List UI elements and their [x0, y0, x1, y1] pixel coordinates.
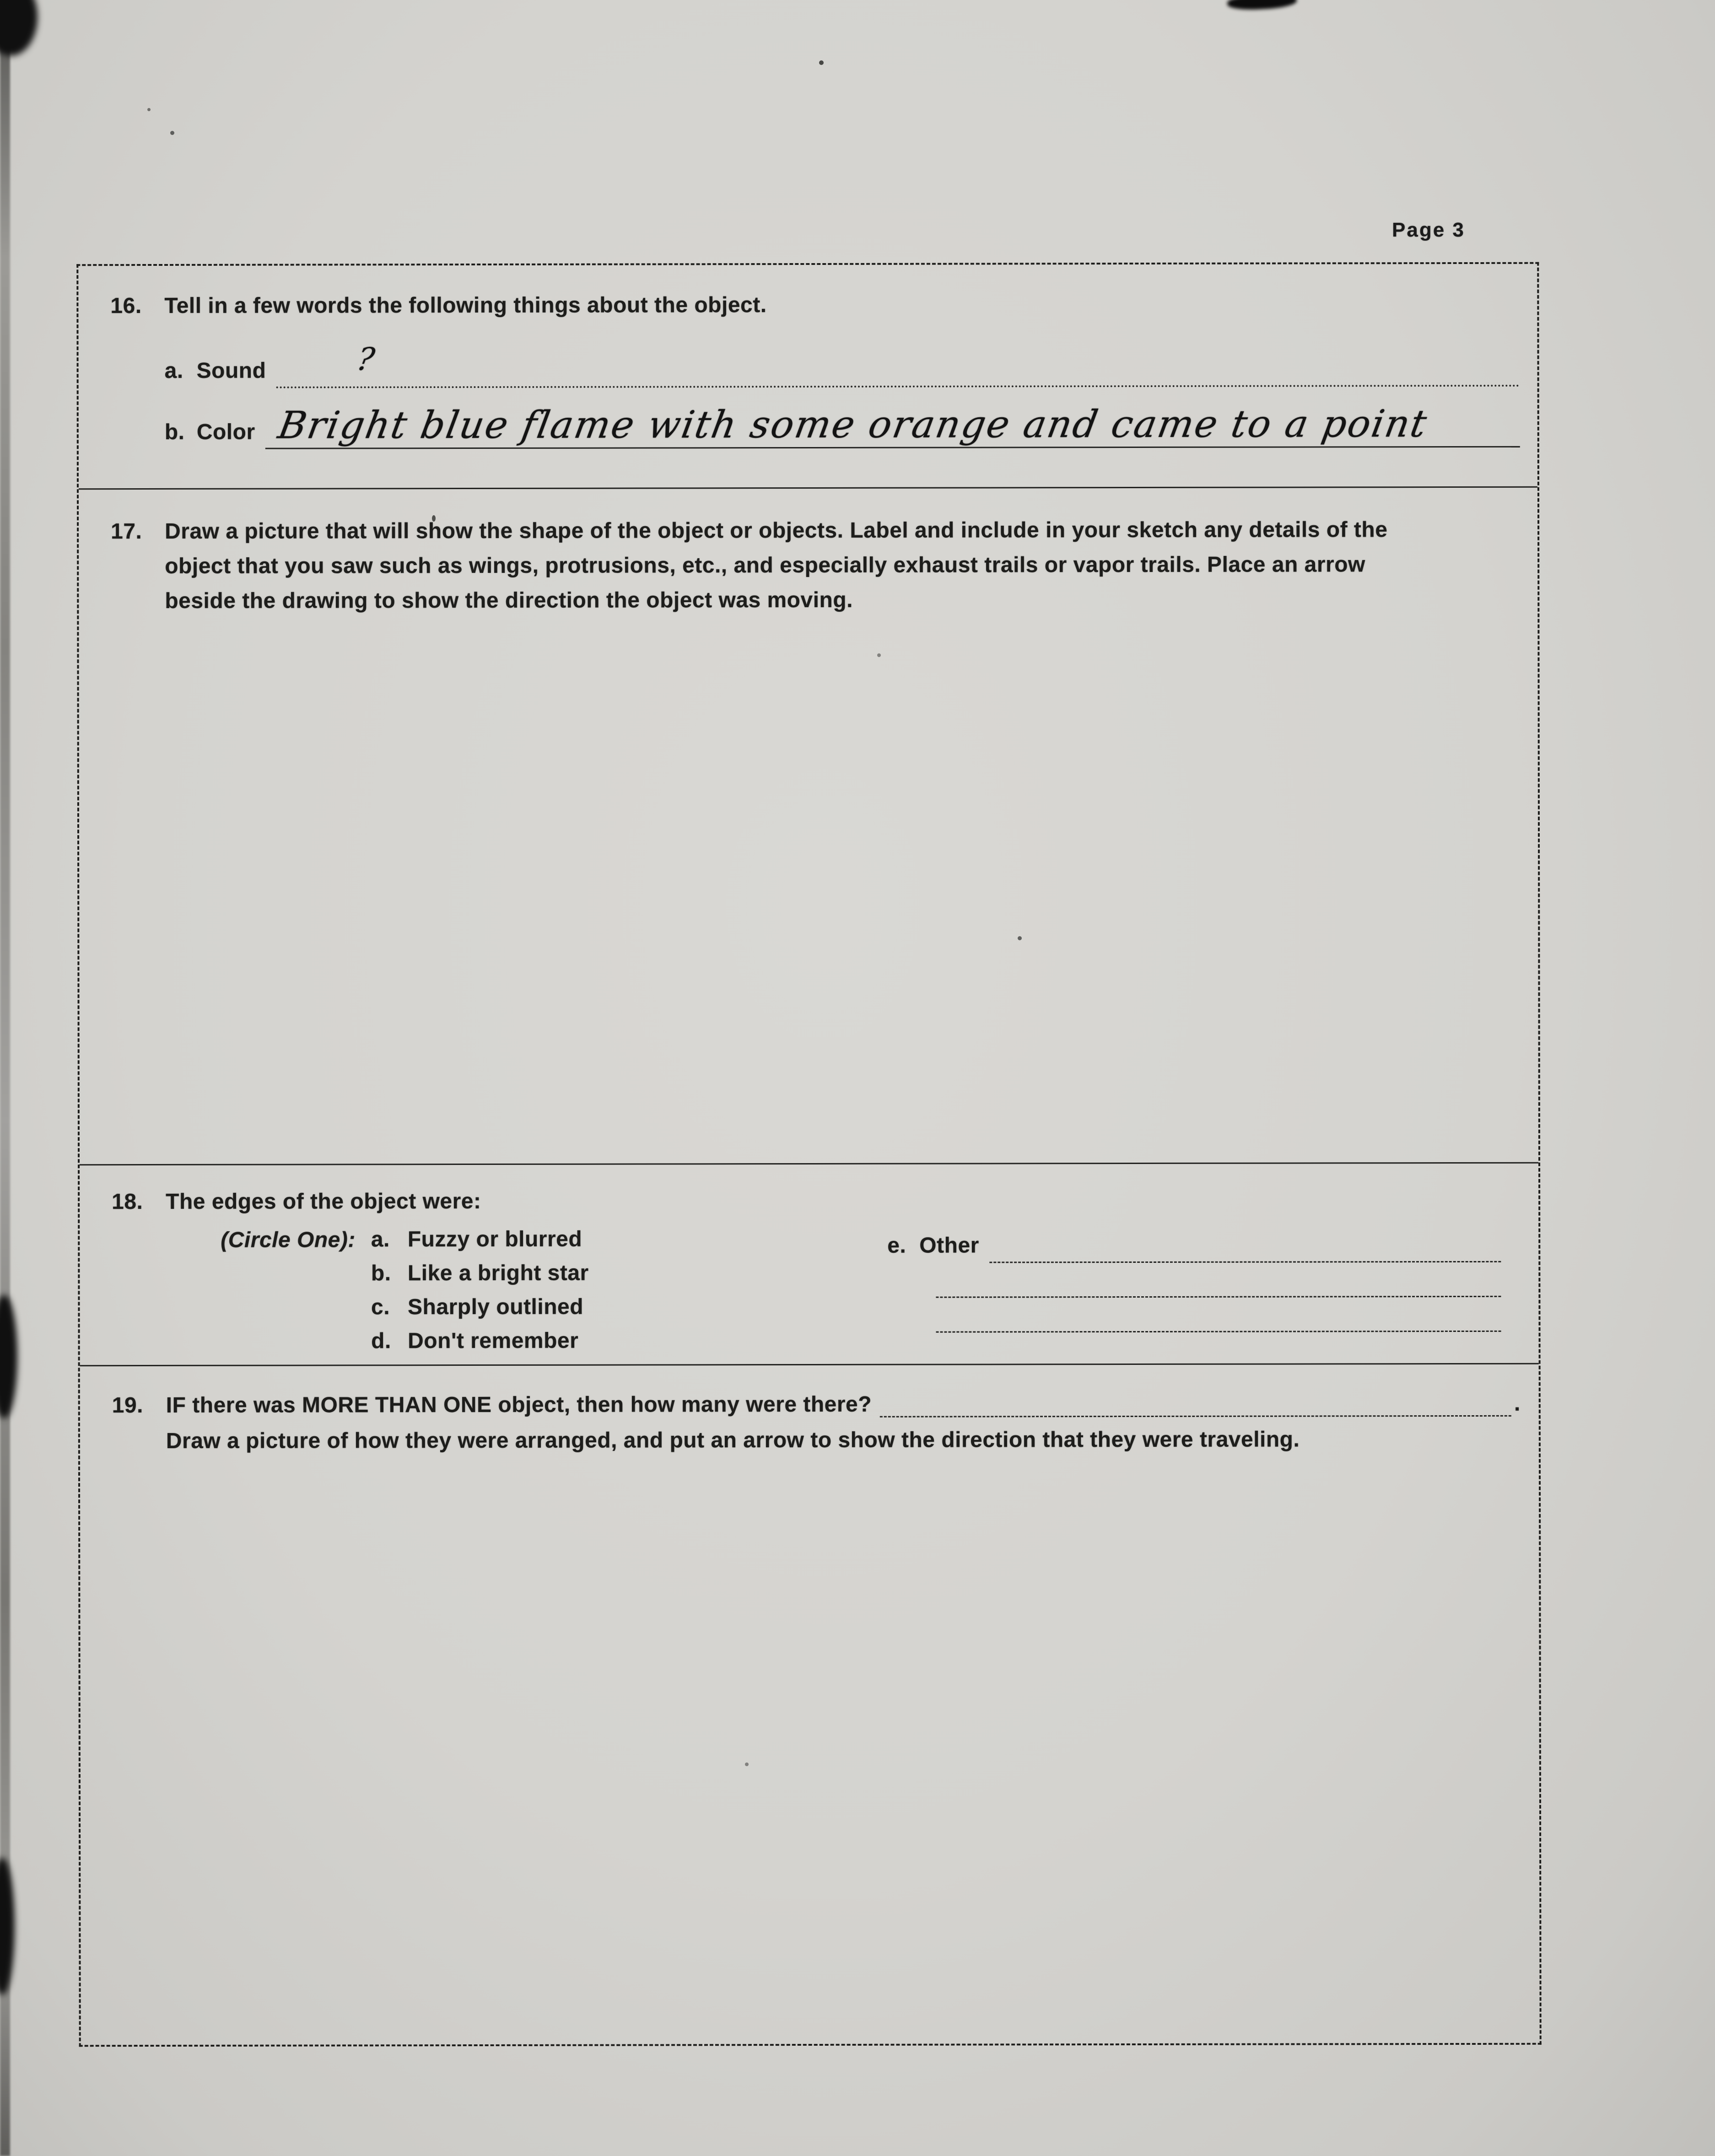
question-19-heading	[80, 1364, 1539, 1459]
count-answer-line	[880, 1391, 1511, 1418]
edge-other-blank-line	[936, 1262, 1501, 1298]
color-letter: b.	[164, 420, 185, 444]
question-17-text: Draw a picture that will show the shape of the object or objects. Label and include in your sketch any details of the object that you saw such as wings, protrusions, etc., and especially exhaust trails or vapor trails. Place an arrow beside the drawing to show the direction the object was moving.	[165, 517, 1388, 613]
edge-option-a-letter: a.	[371, 1227, 390, 1252]
edge-option-a-label: Fuzzy or blurred	[407, 1227, 582, 1252]
question-19-section	[80, 1363, 1540, 2045]
scan-smudge-artifact	[1227, 0, 1297, 11]
question-16-text: Tell in a few words the following things about the object.	[164, 293, 767, 318]
scan-blot-artifact	[0, 1858, 15, 1995]
sound-field-row	[164, 341, 1520, 388]
question-16-number: 16.	[110, 294, 142, 318]
question-16-section	[78, 264, 1537, 488]
sound-letter: a.	[164, 358, 183, 383]
scan-speck	[170, 131, 174, 135]
edge-other-label: Other	[919, 1233, 979, 1258]
edge-other-blank-line	[936, 1297, 1501, 1333]
edge-option-d-letter: d.	[371, 1329, 391, 1353]
edge-option-c-letter: c.	[371, 1295, 390, 1320]
question-18-section	[80, 1162, 1539, 1365]
question-18-text: The edges of the object were:	[166, 1189, 481, 1214]
page-number: Page 3	[1392, 219, 1465, 241]
sound-label: Sound	[196, 358, 266, 383]
question-19-period: .	[1514, 1391, 1521, 1416]
question-19-instruction: Draw a picture of how they were arranged, and put an arrow to show the direction that they were traveling.	[166, 1427, 1300, 1453]
handwritten-sound-answer: ?	[354, 341, 378, 378]
edge-other-row	[887, 1228, 1501, 1263]
scan-speck	[819, 60, 824, 65]
edge-option-c-label: Sharply outlined	[407, 1294, 584, 1320]
questionnaire-frame	[76, 262, 1541, 2047]
edge-option-a	[371, 1223, 589, 1257]
question-17-number: 17.	[111, 519, 142, 544]
question-16-heading	[78, 264, 1537, 323]
color-answer-line	[265, 402, 1520, 449]
color-field-row	[164, 402, 1520, 449]
question-19-text: IF there was MORE THAN ONE object, then how many were there?	[166, 1392, 872, 1418]
drawing-area	[79, 616, 1538, 1121]
scan-blot-artifact	[0, 0, 38, 56]
edge-option-b-letter: b.	[371, 1261, 391, 1286]
edge-option-b	[371, 1256, 589, 1291]
edge-other-line	[989, 1240, 1501, 1263]
handwritten-color-answer: Bright blue flame with some orange and came to a point	[275, 402, 1431, 447]
scan-blot-artifact	[0, 1295, 17, 1418]
question-18-number: 18.	[112, 1190, 143, 1214]
question-17-section	[79, 486, 1538, 1164]
edge-options-list	[371, 1223, 589, 1358]
question-19-body	[166, 1386, 1521, 1459]
question-18-heading	[80, 1164, 1538, 1219]
sound-answer-line	[276, 341, 1520, 388]
edge-option-d	[371, 1324, 589, 1358]
question-17-heading	[79, 488, 1537, 619]
edge-other-letter: e.	[887, 1233, 906, 1258]
edge-other-block	[887, 1228, 1501, 1333]
edge-option-c	[371, 1290, 589, 1325]
color-label: Color	[196, 420, 255, 444]
question-19-number: 19.	[112, 1393, 144, 1418]
arrangement-drawing-area	[80, 1456, 1540, 1962]
scan-edge-artifact	[0, 0, 10, 2156]
circle-one-label: (Circle One):	[221, 1228, 356, 1252]
edge-option-d-label: Don't remember	[408, 1328, 579, 1353]
question-19-line1	[166, 1386, 1521, 1423]
edge-option-b-label: Like a bright star	[407, 1261, 589, 1286]
scan-speck	[147, 108, 151, 111]
